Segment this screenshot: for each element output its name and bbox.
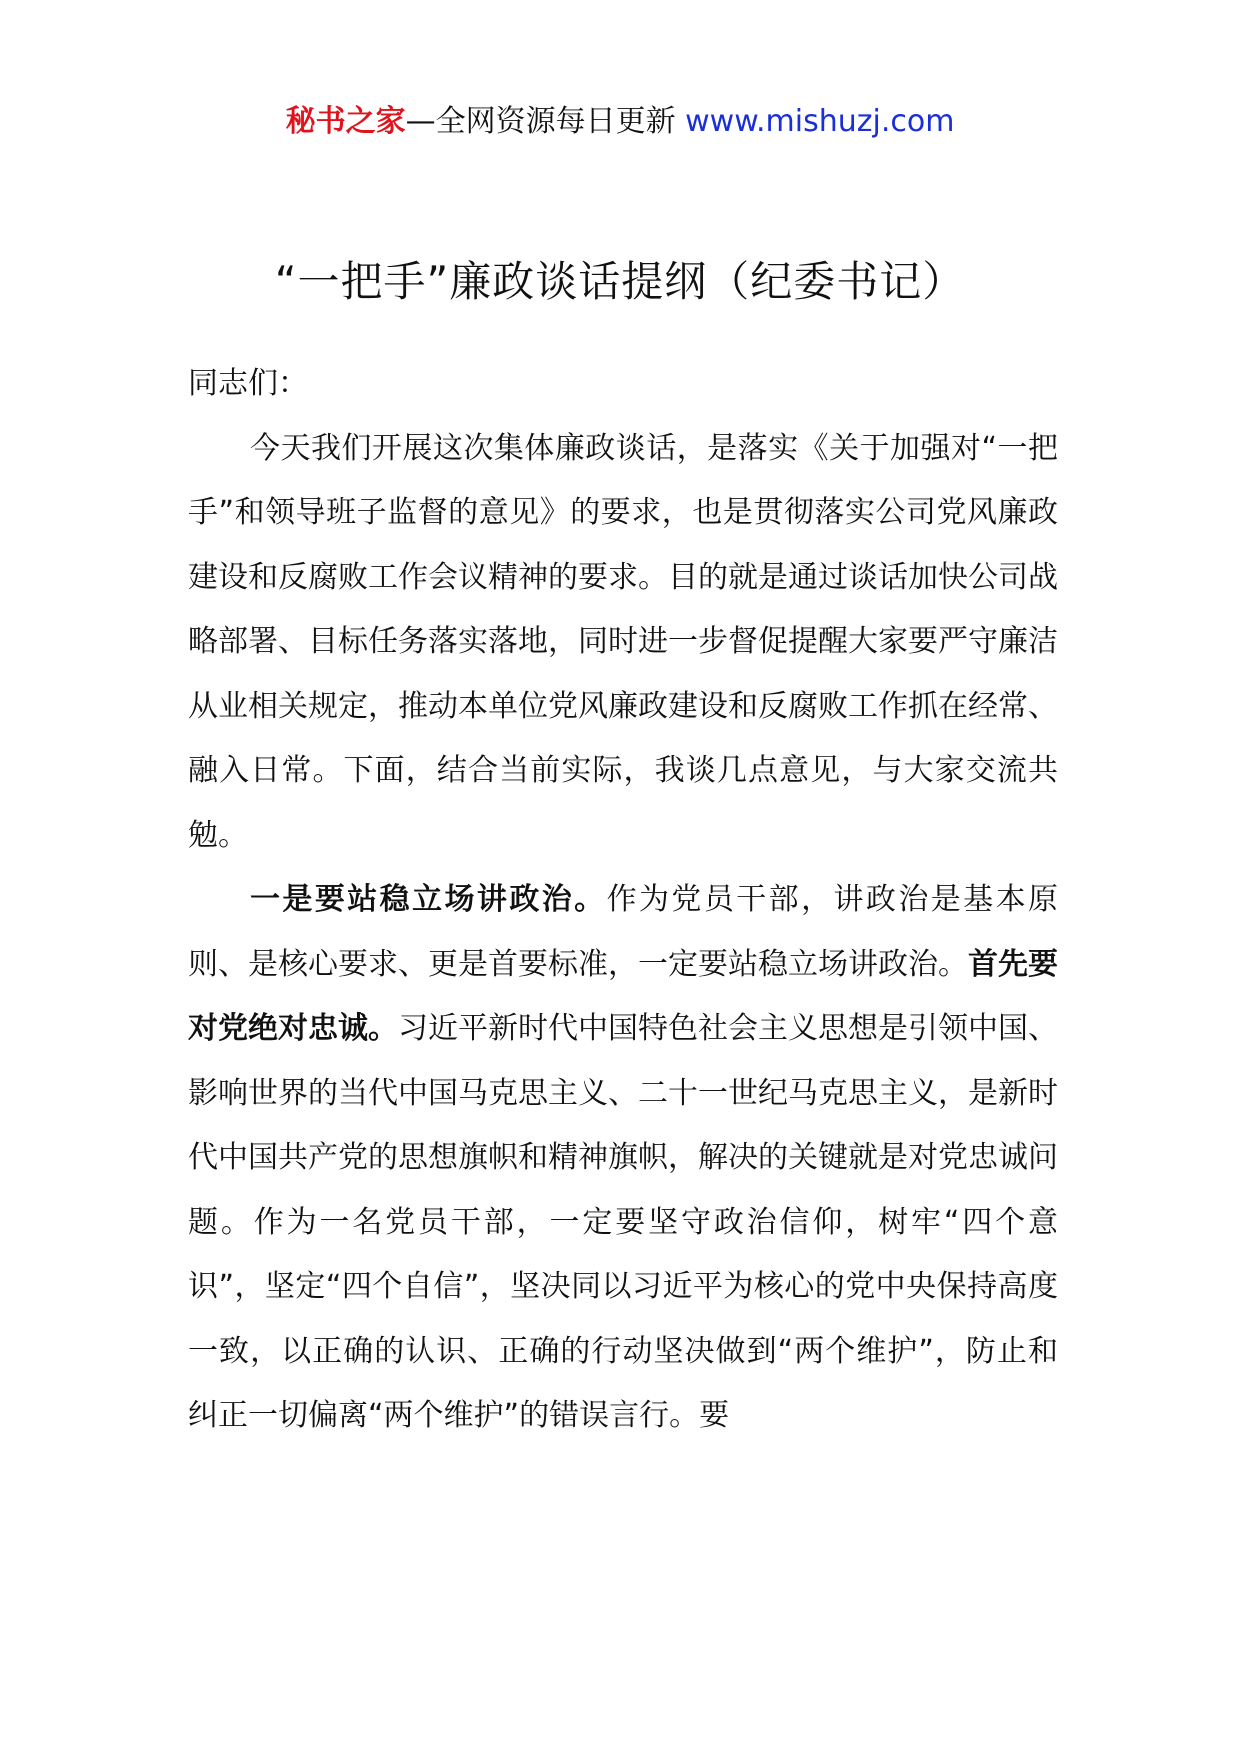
salutation: 同志们： xyxy=(188,366,308,401)
point-one-text: 作为党员干部，讲政治是基本原则、是核心要求、更是首要标准，一定要站稳立场讲政治。 xyxy=(188,882,1059,982)
document-body xyxy=(188,352,1058,1449)
site-url-link[interactable]: www.mishuzj.com xyxy=(685,104,955,139)
site-header xyxy=(0,100,1240,144)
site-brand: 秘书之家 xyxy=(285,104,406,139)
paragraph-intro: 今天我们开展这次集体廉政谈话，是落实《关于加强对“一把手”和领导班子监督的意见》的要求，也是贯彻落实公司党风廉政建设和反腐败工作会议精神的要求。目的就是通过谈话加快公司战略部署、目标任务落实落地，同时进一步督促提醒大家要严守廉洁从业相关规定，推动本单位党风廉政建设和反腐败工作抓在经常、融入日常。下面，结合当前实际，我谈几点意见，与大家交流共勉。 xyxy=(188,430,1058,853)
site-slogan: —全网资源每日更新 xyxy=(405,104,686,139)
point-one-subtext: 习近平新时代中国特色社会主义思想是引领中国、影响世界的当代中国马克思主义、二十一世纪马克思主义，是新时代中国共产党的思想旗帜和精神旗帜，解决的关键就是对党忠诚问题。作为一名党员干部，一定要坚守政治信仰，树牢“四个意识”，坚定“四个自信”，坚决同以习近平为核心的党中央保持高度一致，以正确的认识、正确的行动坚决做到“两个维护”，防止和纠正一切偏离“两个维护”的错误言行。要 xyxy=(188,1011,1058,1433)
document-title: “一把手”廉政谈话提纲（纪委书记） xyxy=(274,257,966,306)
paragraph-point-one xyxy=(188,868,1058,1449)
point-one-heading: 一是要站稳立场讲政治。 xyxy=(250,882,607,917)
point-one-subheading: 首先要对党绝对忠诚。 xyxy=(188,946,1058,1046)
